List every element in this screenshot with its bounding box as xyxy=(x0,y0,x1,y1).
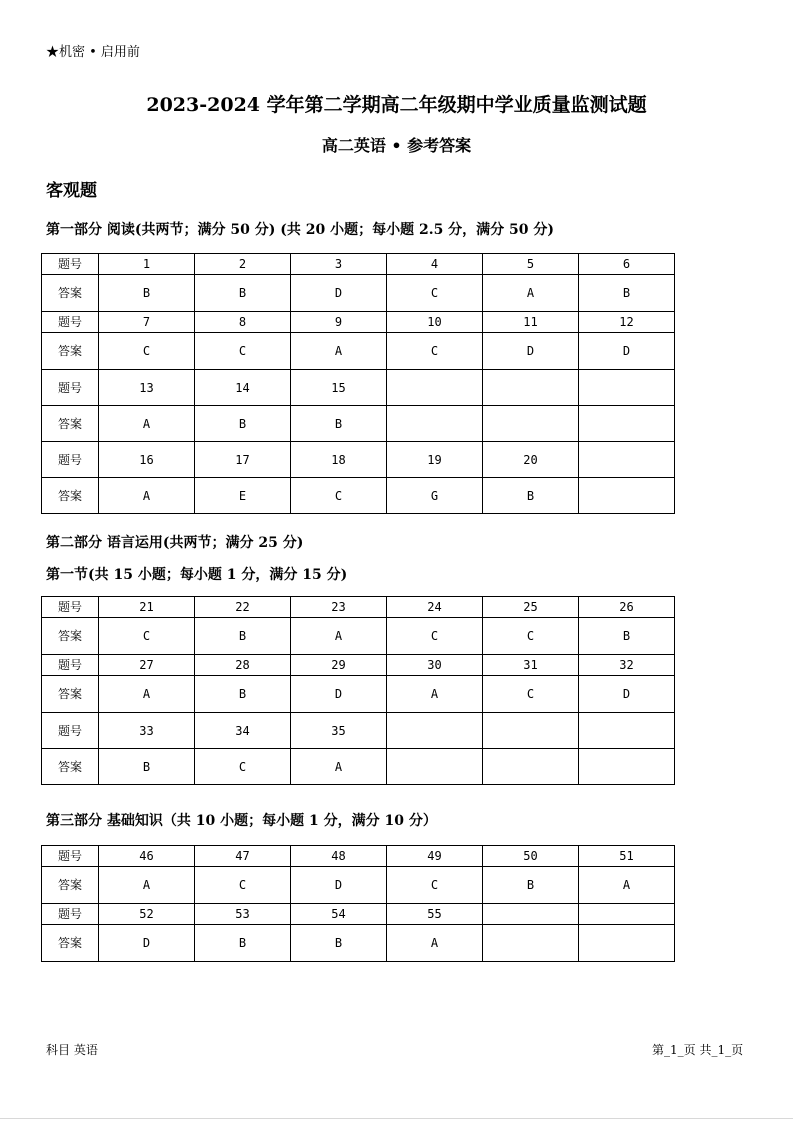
answer-label: 答案 xyxy=(42,275,99,312)
part2-subheading: 第一节(共 15 小题；每小题 1 分，满分 15 分) xyxy=(46,567,348,583)
question-number-cell xyxy=(387,713,483,749)
question-number-cell: 28 xyxy=(195,655,291,676)
question-number-cell: 14 xyxy=(195,370,291,406)
question-number-cell: 18 xyxy=(291,442,387,478)
question-number-cell: 31 xyxy=(483,655,579,676)
question-number-cell: 27 xyxy=(99,655,195,676)
answer-cell: A xyxy=(291,333,387,370)
answer-cell: E xyxy=(195,478,291,514)
answer-cell xyxy=(579,406,675,442)
question-label: 题号 xyxy=(42,254,99,275)
section-title: 客观题 xyxy=(46,181,97,201)
bottom-divider xyxy=(0,1118,793,1119)
question-number-cell: 24 xyxy=(387,597,483,618)
answer-label: 答案 xyxy=(42,925,99,962)
question-row xyxy=(42,713,675,749)
answer-cell: B xyxy=(291,406,387,442)
answer-row xyxy=(42,333,675,370)
answer-cell: A xyxy=(99,478,195,514)
answer-cell: B xyxy=(291,925,387,962)
part1-heading: 第一部分 阅读(共两节；满分 50 分) (共 20 小题；每小题 2.5 分，满分 50 分) xyxy=(46,222,555,238)
part2-answer-table xyxy=(41,596,675,785)
answer-cell xyxy=(579,749,675,785)
question-number-cell: 52 xyxy=(99,904,195,925)
question-number-cell: 32 xyxy=(579,655,675,676)
question-number-cell: 34 xyxy=(195,713,291,749)
question-number-cell: 12 xyxy=(579,312,675,333)
question-number-cell: 51 xyxy=(579,846,675,867)
question-number-cell: 53 xyxy=(195,904,291,925)
question-number-cell: 9 xyxy=(291,312,387,333)
question-number-cell: 10 xyxy=(387,312,483,333)
answer-cell xyxy=(387,406,483,442)
answer-cell: B xyxy=(195,275,291,312)
question-row xyxy=(42,254,675,275)
answer-cell xyxy=(483,406,579,442)
question-number-cell: 8 xyxy=(195,312,291,333)
question-label: 题号 xyxy=(42,312,99,333)
answer-cell: A xyxy=(99,406,195,442)
answer-cell: C xyxy=(99,333,195,370)
answer-cell: C xyxy=(387,275,483,312)
answer-label: 答案 xyxy=(42,618,99,655)
question-number-cell: 5 xyxy=(483,254,579,275)
answer-cell: D xyxy=(99,925,195,962)
question-number-cell: 6 xyxy=(579,254,675,275)
answer-cell: D xyxy=(291,676,387,713)
answer-row xyxy=(42,275,675,312)
answer-cell: B xyxy=(579,618,675,655)
answer-row xyxy=(42,925,675,962)
question-label: 题号 xyxy=(42,655,99,676)
answer-cell: C xyxy=(387,618,483,655)
question-number-cell: 20 xyxy=(483,442,579,478)
answer-cell: C xyxy=(195,867,291,904)
part3-answer-table xyxy=(41,845,675,962)
question-number-cell: 48 xyxy=(291,846,387,867)
question-number-cell xyxy=(579,904,675,925)
answer-cell: C xyxy=(483,676,579,713)
question-number-cell: 47 xyxy=(195,846,291,867)
answer-cell xyxy=(579,925,675,962)
part1-answer-table xyxy=(41,253,675,514)
answer-cell: D xyxy=(483,333,579,370)
answer-label: 答案 xyxy=(42,478,99,514)
answer-cell: C xyxy=(195,749,291,785)
question-number-cell: 7 xyxy=(99,312,195,333)
question-number-cell: 55 xyxy=(387,904,483,925)
question-row xyxy=(42,655,675,676)
question-number-cell: 4 xyxy=(387,254,483,275)
question-row xyxy=(42,846,675,867)
question-number-cell xyxy=(387,370,483,406)
answer-cell: A xyxy=(579,867,675,904)
question-label: 题号 xyxy=(42,370,99,406)
question-row xyxy=(42,597,675,618)
question-number-cell xyxy=(579,442,675,478)
answer-cell: C xyxy=(291,478,387,514)
question-number-cell xyxy=(579,713,675,749)
question-label: 题号 xyxy=(42,597,99,618)
answer-cell: D xyxy=(291,275,387,312)
question-number-cell: 54 xyxy=(291,904,387,925)
answer-cell: C xyxy=(195,333,291,370)
question-number-cell: 35 xyxy=(291,713,387,749)
answer-cell: B xyxy=(99,749,195,785)
answer-cell: A xyxy=(483,275,579,312)
question-number-cell: 29 xyxy=(291,655,387,676)
part2-heading: 第二部分 语言运用(共两节；满分 25 分) xyxy=(46,535,304,551)
answer-cell: A xyxy=(291,618,387,655)
answer-label: 答案 xyxy=(42,867,99,904)
question-number-cell: 13 xyxy=(99,370,195,406)
question-number-cell: 49 xyxy=(387,846,483,867)
answer-cell: B xyxy=(195,406,291,442)
answer-cell: C xyxy=(387,333,483,370)
answer-cell: A xyxy=(387,925,483,962)
question-number-cell: 3 xyxy=(291,254,387,275)
confidential-label: ★机密 • 启用前 xyxy=(46,45,140,60)
answer-label: 答案 xyxy=(42,676,99,713)
page-subtitle: 高二英语 • 参考答案 xyxy=(321,136,472,155)
answer-row xyxy=(42,618,675,655)
question-number-cell: 22 xyxy=(195,597,291,618)
question-label: 题号 xyxy=(42,846,99,867)
footer-subject: 科目 英语 xyxy=(46,1043,98,1057)
answer-label: 答案 xyxy=(42,749,99,785)
answer-cell: A xyxy=(99,676,195,713)
answer-cell: C xyxy=(483,618,579,655)
answer-cell: D xyxy=(579,333,675,370)
answer-cell: A xyxy=(387,676,483,713)
part3-heading: 第三部分 基础知识（共 10 小题；每小题 1 分，满分 10 分） xyxy=(46,813,437,829)
answer-cell: C xyxy=(387,867,483,904)
answer-row xyxy=(42,478,675,514)
answer-row xyxy=(42,749,675,785)
answer-cell: D xyxy=(291,867,387,904)
question-number-cell xyxy=(483,904,579,925)
question-number-cell: 30 xyxy=(387,655,483,676)
question-row xyxy=(42,904,675,925)
answer-cell xyxy=(387,749,483,785)
question-label: 题号 xyxy=(42,442,99,478)
answer-cell: B xyxy=(99,275,195,312)
question-number-cell: 26 xyxy=(579,597,675,618)
answer-cell xyxy=(579,478,675,514)
answer-cell: C xyxy=(99,618,195,655)
answer-label: 答案 xyxy=(42,333,99,370)
page-title: 2023-2024 学年第二学期高二年级期中学业质量监测试题 xyxy=(146,94,647,116)
question-number-cell: 50 xyxy=(483,846,579,867)
answer-cell: B xyxy=(195,676,291,713)
answer-row xyxy=(42,867,675,904)
question-row xyxy=(42,312,675,333)
question-number-cell: 2 xyxy=(195,254,291,275)
question-number-cell: 33 xyxy=(99,713,195,749)
answer-row xyxy=(42,406,675,442)
question-label: 题号 xyxy=(42,904,99,925)
answer-cell: B xyxy=(483,867,579,904)
question-number-cell: 16 xyxy=(99,442,195,478)
answer-cell: A xyxy=(99,867,195,904)
answer-cell: D xyxy=(579,676,675,713)
question-row xyxy=(42,442,675,478)
question-number-cell xyxy=(579,370,675,406)
question-number-cell xyxy=(483,713,579,749)
answer-label: 答案 xyxy=(42,406,99,442)
question-label: 题号 xyxy=(42,713,99,749)
answer-cell: B xyxy=(579,275,675,312)
question-number-cell: 17 xyxy=(195,442,291,478)
question-row xyxy=(42,370,675,406)
answer-cell: B xyxy=(483,478,579,514)
question-number-cell: 19 xyxy=(387,442,483,478)
question-number-cell: 15 xyxy=(291,370,387,406)
question-number-cell: 23 xyxy=(291,597,387,618)
answer-cell: A xyxy=(291,749,387,785)
footer-page-number: 第_1_页 共_1_页 xyxy=(652,1043,744,1057)
question-number-cell: 21 xyxy=(99,597,195,618)
answer-row xyxy=(42,676,675,713)
question-number-cell: 46 xyxy=(99,846,195,867)
question-number-cell: 25 xyxy=(483,597,579,618)
answer-cell: G xyxy=(387,478,483,514)
answer-cell xyxy=(483,925,579,962)
answer-cell xyxy=(483,749,579,785)
question-number-cell xyxy=(483,370,579,406)
question-number-cell: 11 xyxy=(483,312,579,333)
answer-cell: B xyxy=(195,618,291,655)
question-number-cell: 1 xyxy=(99,254,195,275)
answer-cell: B xyxy=(195,925,291,962)
